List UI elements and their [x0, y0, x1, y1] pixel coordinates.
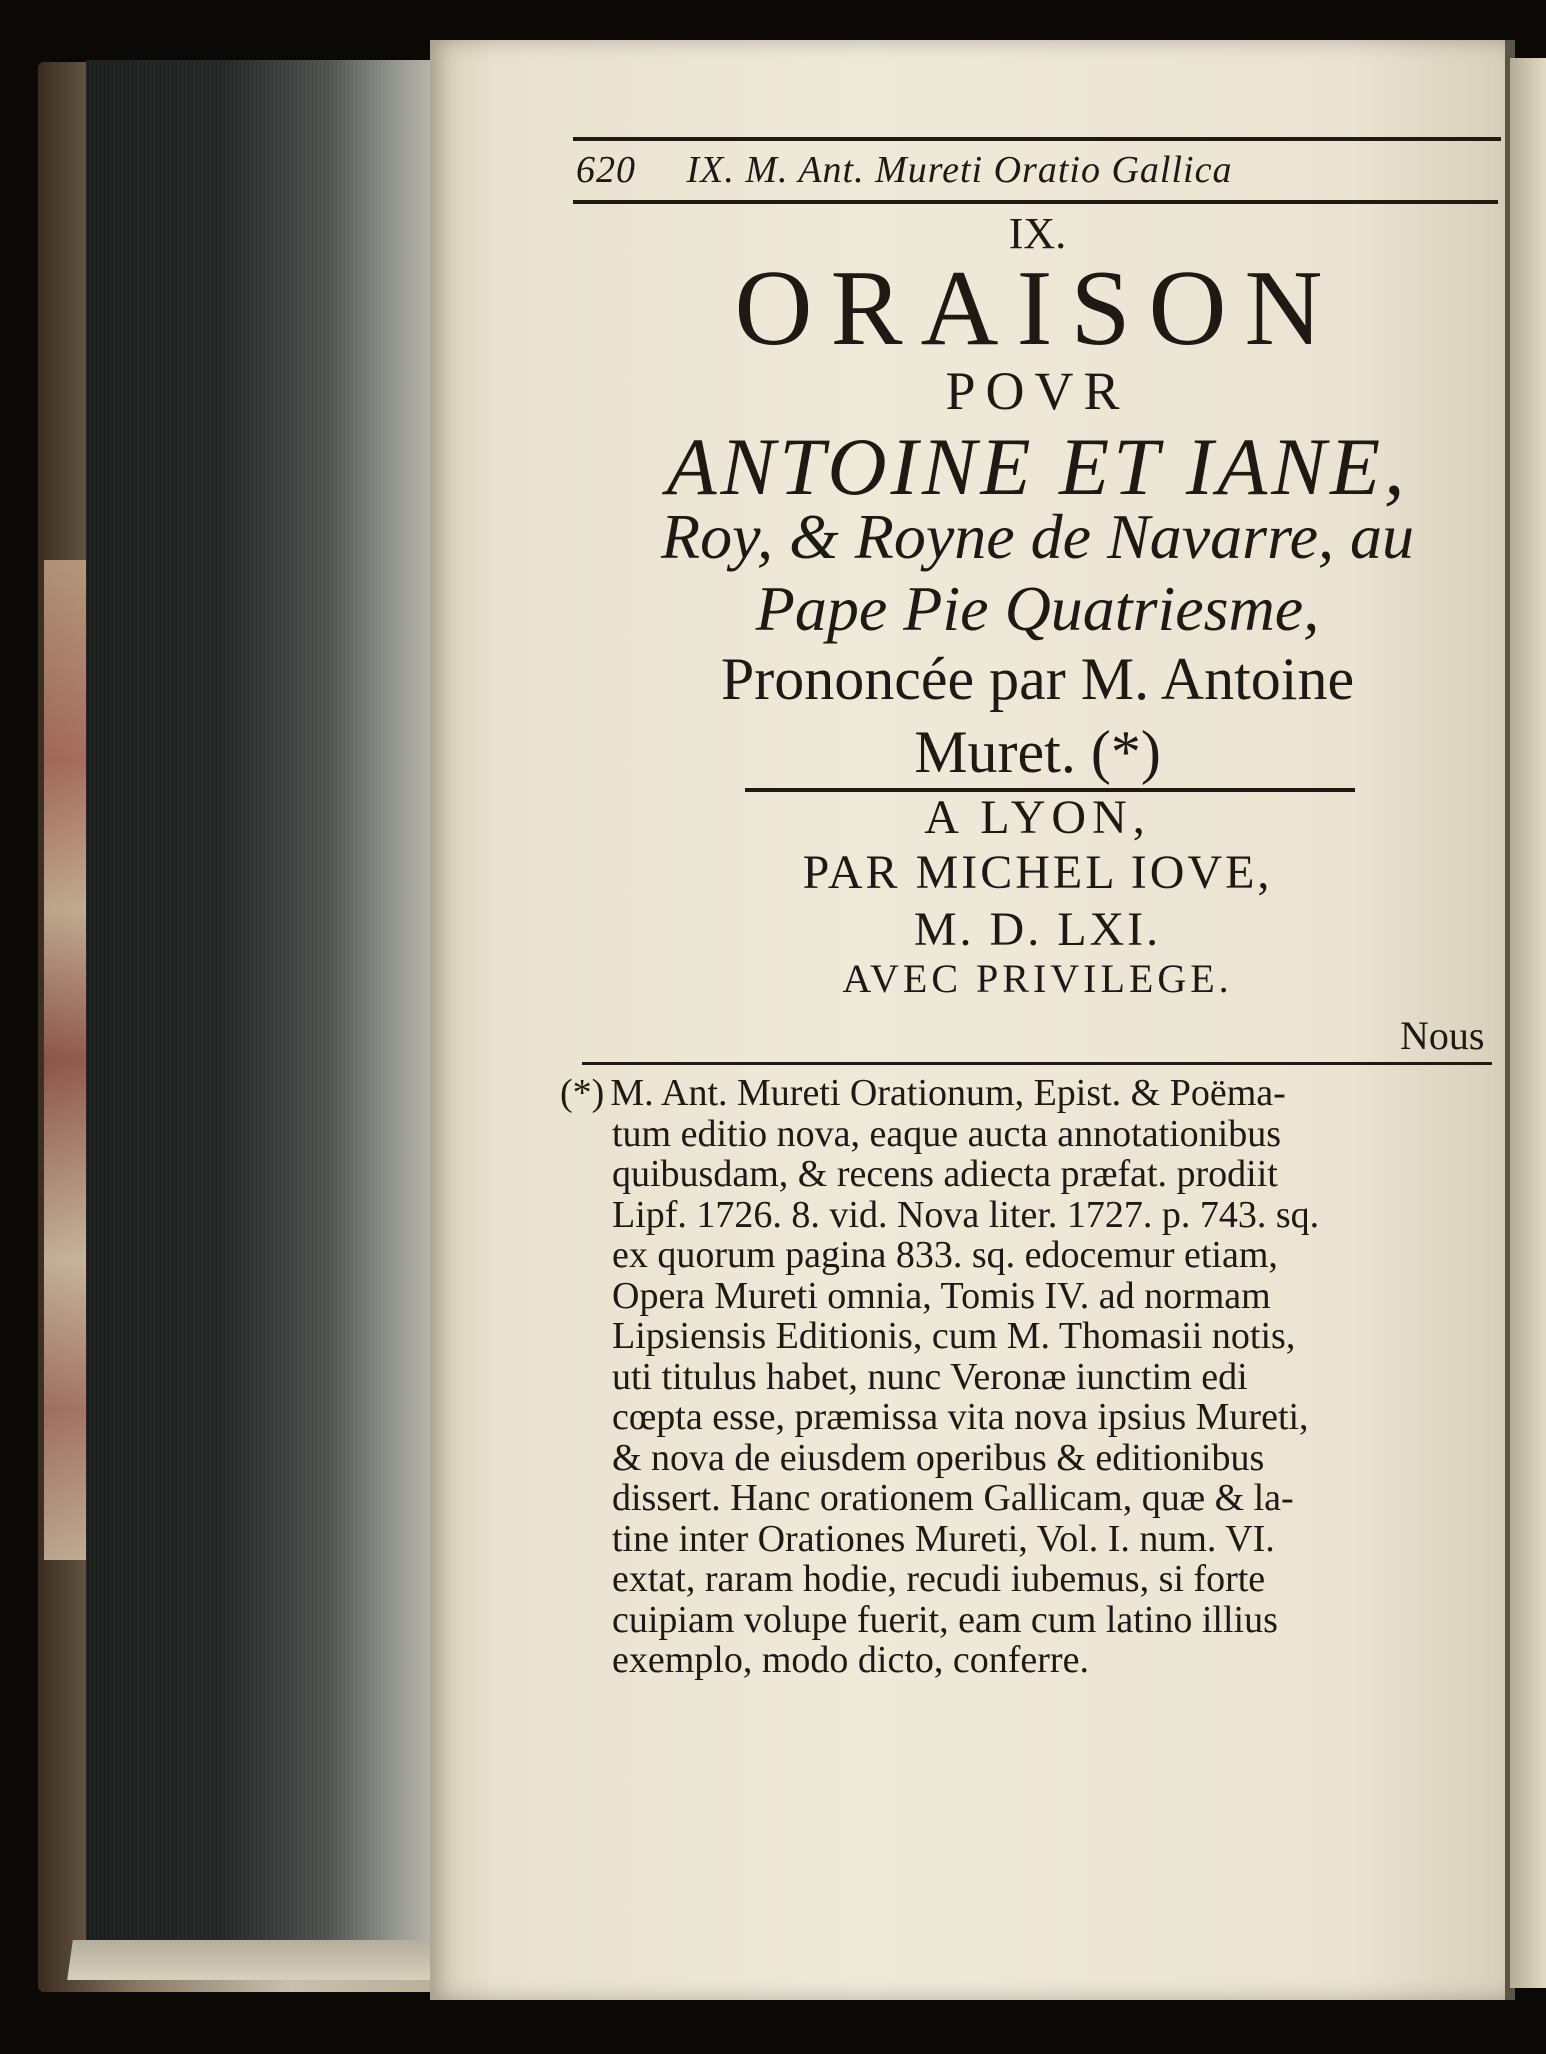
- title-pour: POVR: [945, 361, 1130, 421]
- page-stack-edge: [86, 60, 431, 1960]
- title-pape: Pape Pie Quatriesme,: [755, 573, 1320, 644]
- page-number: 620: [576, 149, 636, 191]
- title-names: ANTOINE ET IANE,: [666, 421, 1409, 512]
- section-number: IX.: [1008, 209, 1067, 258]
- footnote-line: & nova de eiusdem operibus & editionibus: [612, 1436, 1265, 1479]
- title-roy-royne: Roy, & Royne de Navarre, au: [661, 501, 1414, 572]
- footnote-line: cœpta esse, præmissa vita nova ipsius Mureti,: [612, 1396, 1309, 1438]
- footnote-line: ex quorum pagina 833. sq. edocemur etiam,: [612, 1234, 1278, 1276]
- footnote-line: cuipiam volupe fuerit, eam cum latino illius: [612, 1598, 1278, 1641]
- header-rule-top: [573, 137, 1501, 141]
- header-rule-bottom: [573, 200, 1498, 204]
- catchword: Nous: [1400, 1013, 1485, 1058]
- footnote-line: tine inter Orationes Mureti, Vol. I. num. VI.: [612, 1517, 1275, 1560]
- footnote-line: uti titulus habet, nunc Veronæ iunctim edi: [612, 1355, 1248, 1398]
- footnote-line: quibusdam, & recens adiecta præfat. prodiit: [612, 1153, 1278, 1195]
- footnote-line: dissert. Hanc orationem Gallicam, quæ & la-: [612, 1477, 1294, 1519]
- title-prononcee: Prononcée par M. Antoine: [720, 646, 1355, 712]
- running-header: [576, 148, 1232, 192]
- imprint-privilege: AVEC PRIVILEGE.: [842, 956, 1233, 1001]
- footnote-line: [560, 1073, 1500, 1114]
- footnote-text: M. Ant. Mureti Orationum, Epist. & Poëma-: [610, 1072, 1286, 1114]
- imprint-place: A LYON,: [924, 791, 1151, 844]
- title-muret: Muret. (*): [914, 719, 1161, 785]
- footnote-line: exemplo, modo dicto, conferre.: [612, 1639, 1089, 1681]
- running-title: IX. M. Ant. Mureti Oratio Gallica: [686, 149, 1233, 191]
- footnote-line: Lipf. 1726. 8. vid. Nova liter. 1727. p. 743. sq.: [612, 1193, 1320, 1236]
- imprint-year: M. D. LXI.: [913, 903, 1162, 956]
- footnote-rule: [582, 1062, 1492, 1065]
- title-oraison: ORAISON: [734, 249, 1341, 368]
- facing-page-edge: [1510, 58, 1546, 1988]
- footnote-mark: (*): [560, 1072, 605, 1114]
- imprint-printer: PAR MICHEL IOVE,: [802, 846, 1273, 899]
- footnote-line: extat, raram hodie, recudi iubemus, si forte: [612, 1558, 1266, 1600]
- page-stack-bottom: [67, 1940, 463, 1980]
- footnote-line: tum editio nova, eaque aucta annotationibus: [612, 1112, 1282, 1155]
- footnote: [560, 1073, 1500, 1681]
- footnote-line: Lipsiensis Editionis, cum M. Thomasii notis,: [612, 1315, 1296, 1357]
- footnote-line: Opera Mureti omnia, Tomis IV. ad normam: [612, 1274, 1271, 1317]
